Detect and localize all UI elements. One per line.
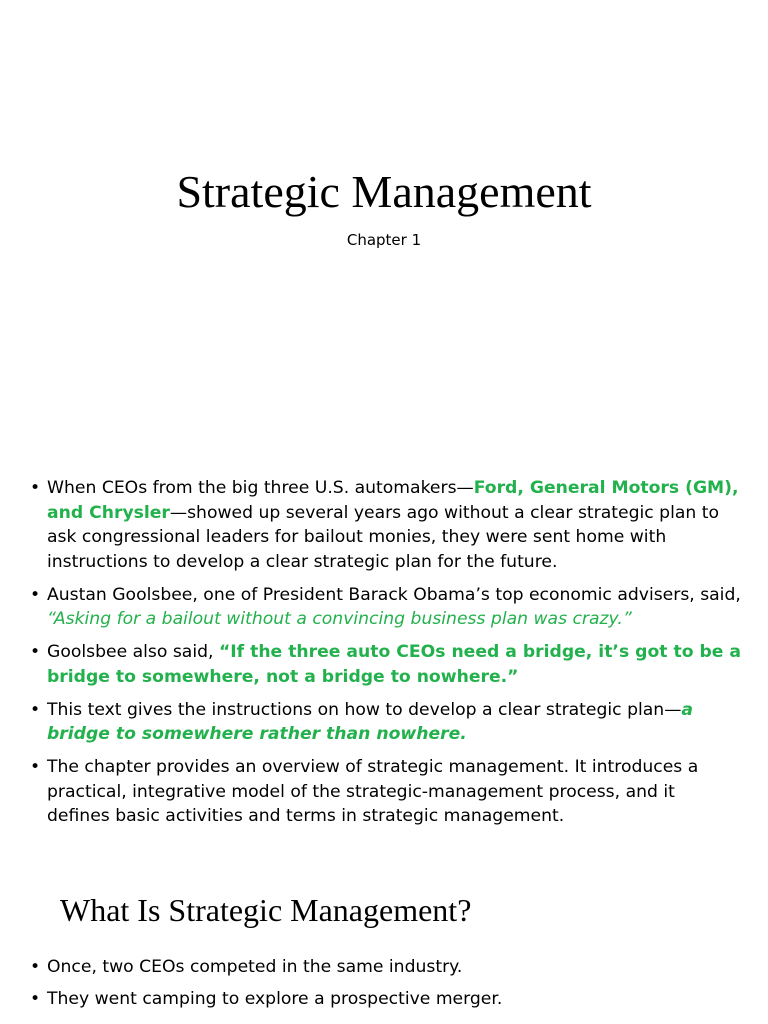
bullet-highlight: “If the three auto CEOs need a bridge, it’s got to be a bridge to somewhere, not a bridge to nowhere.”	[47, 642, 742, 687]
slide-subtitle: Chapter 1	[346, 231, 422, 249]
bullet-icon: •	[30, 957, 41, 977]
bullet-highlight: “Asking for a bailout without a convincing business plan was crazy.”	[47, 609, 632, 629]
bullet-text: —showed up several years ago without a clear strategic plan to ask congressional leaders for bailout monies, they were sent home with instructions to develop a clear strategic plan for the future.	[47, 502, 719, 572]
slide-title: Strategic Management	[176, 166, 592, 217]
bullet-icon: •	[30, 989, 41, 1009]
bullet-text: Austan Goolsbee, one of President Barack Obama’s top economic advisers, said,	[47, 584, 741, 605]
bullet-text: Goolsbee also said,	[47, 642, 219, 662]
bullet-item-text-instructions	[30, 698, 742, 747]
bullet-highlight: Ford, General Motors (GM), and Chrysler	[47, 478, 739, 523]
bullet-icon: •	[30, 478, 41, 498]
bullet-icon: •	[30, 642, 41, 662]
bullet-text: Once, two CEOs competed in the same industry.	[47, 957, 463, 977]
bullet-item-camping	[30, 987, 742, 1012]
bullet-highlight: a bridge to somewhere rather than nowhere.	[47, 699, 693, 744]
bullet-icon: •	[30, 699, 41, 720]
bullet-text: The chapter provides an overview of strategic management. It introduces a practical, integrative model of the strategic-management process, and it defines basic activities and terms in strategic management.	[47, 757, 699, 826]
bullet-text: When CEOs from the big three U.S. automakers—	[47, 478, 474, 498]
bullet-text: They went camping to explore a prospective merger.	[47, 989, 503, 1009]
section-bullet-list	[30, 955, 742, 1019]
bullet-icon: •	[30, 584, 41, 605]
bullet-item-goolsbee-quote	[30, 583, 742, 632]
section-title: What Is Strategic Management?	[60, 892, 472, 928]
bullet-item-bridge-quote	[30, 640, 742, 689]
title-slide	[0, 0, 768, 440]
bullet-item-chapter-overview	[30, 755, 742, 829]
bullet-icon: •	[30, 757, 41, 777]
bullet-item-automakers	[30, 476, 742, 574]
intro-bullet-list	[30, 476, 742, 837]
bullet-text: This text gives the instructions on how to develop a clear strategic plan—	[47, 699, 682, 720]
bullet-item-two-ceos	[30, 955, 742, 980]
